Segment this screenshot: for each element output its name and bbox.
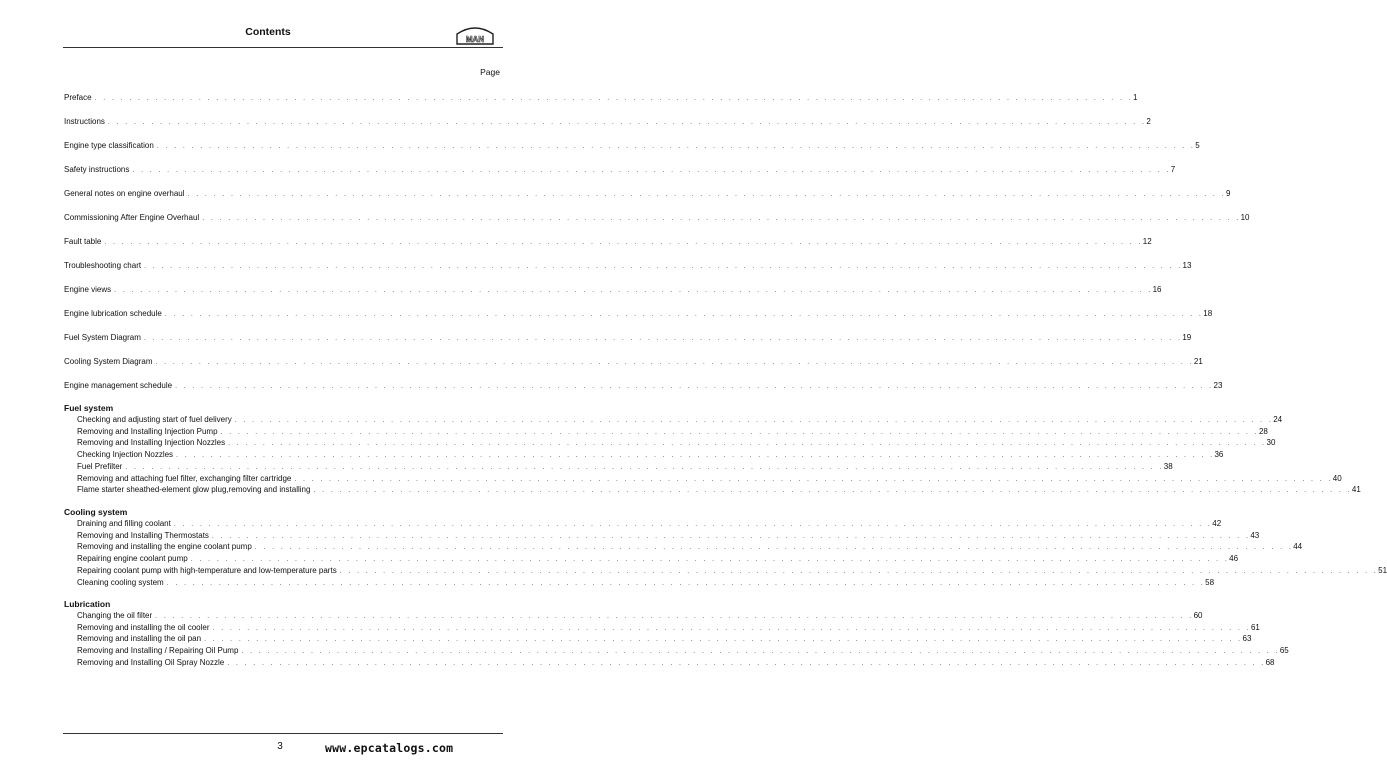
toc-entry-label: Removing and installing the oil pan — [77, 634, 202, 643]
toc-entry-label: Engine views — [64, 285, 112, 294]
toc-entry-label: Engine management schedule — [64, 381, 173, 390]
toc-entry-label: Preface — [64, 93, 92, 102]
toc-entry-page: 13 — [1182, 261, 1192, 270]
dot-leader: . . . . . . . . . . . . . . . . . . . . . . . . . . . . . . . . . . . . . . . . . . . . . . . . . . . . . . . . . . . . . . . . . . . . . . . . . . . . . . . . . . . . . . . . . . . . . . . . . . . . . . . . . . . . . . . . . . . . . . . . — [155, 359, 1194, 366]
toc-subentry[interactable] — [77, 461, 1173, 472]
dot-leader: . . . . . . . . . . . . . . . . . . . . . . . . . . . . . . . . . . . . . . . . . . . . . . . . . . . . . . . . . . . . . . . . . . . . . . . . . . . . . . . . . . . . . . . . . . . . . . . . . . . . . . . . . . . . . . . . . . . . . . . . — [114, 287, 1153, 294]
toc-entry-page: 63 — [1242, 634, 1252, 643]
toc-subentry[interactable] — [77, 518, 1222, 529]
toc-entry-page: 46 — [1229, 554, 1239, 563]
man-logo-icon — [453, 25, 497, 46]
toc-entry-page: 38 — [1163, 462, 1173, 471]
toc-entry-label: Removing and Installing Thermostats — [77, 531, 209, 540]
toc-subentry[interactable] — [77, 484, 1361, 495]
toc-subentry[interactable] — [77, 414, 1283, 425]
dot-leader: . . . . . . . . . . . . . . . . . . . . . . . . . . . . . . . . . . . . . . . . . . . . . . . . . . . . . . . . . . . . . . . . . . . . . . . . . . . . . . . . . . . . . . . . . . . . . . . . . . . . . . . . . . . . . . . . . . . . . . . . — [166, 580, 1206, 587]
dot-leader: . . . . . . . . . . . . . . . . . . . . . . . . . . . . . . . . . . . . . . . . . . . . . . . . . . . . . . . . . . . . . . . . . . . . . . . . . . . . . . . . . . . . . . . . . . . . . . . . . . . . . . . . . . . . . . . . . . . . . . . . — [132, 167, 1171, 174]
dot-leader: . . . . . . . . . . . . . . . . . . . . . . . . . . . . . . . . . . . . . . . . . . . . . . . . . . . . . . . . . . . . . . . . . . . . . . . . . . . . . . . . . . . . . . . . . . . . . . . . . . . . . . . . . . . . . . . . . . . . . . . . — [187, 191, 1226, 198]
toc-entry-label: Repairing engine coolant pump — [77, 554, 188, 563]
toc-entry-page: 10 — [1240, 213, 1250, 222]
toc-entry-label: Removing and Installing Injection Pump — [77, 427, 218, 436]
dot-leader: . . . . . . . . . . . . . . . . . . . . . . . . . . . . . . . . . . . . . . . . . . . . . . . . . . . . . . . . . . . . . . . . . . . . . . . . . . . . . . . . . . . . . . . . . . . . . . . . . . . . . . . . . . . . . . . . . . . . . . . . — [241, 648, 1280, 655]
toc-entry-page: 1 — [1133, 93, 1138, 102]
toc-entry-label: Engine lubrication schedule — [64, 309, 162, 318]
toc-entry-label: Removing and installing the oil cooler — [77, 623, 210, 632]
toc-entry-page: 60 — [1193, 611, 1203, 620]
footer-divider — [63, 733, 503, 734]
dot-leader: . . . . . . . . . . . . . . . . . . . . . . . . . . . . . . . . . . . . . . . . . . . . . . . . . . . . . . . . . . . . . . . . . . . . . . . . . . . . . . . . . . . . . . . . . . . . . . . . . . . . . . . . . . . . . . . . . . . . . . . . — [339, 568, 1379, 575]
toc-entry-page: 44 — [1293, 542, 1303, 551]
toc-subentry[interactable] — [77, 565, 1387, 576]
toc-entry-label: Draining and filling coolant — [77, 519, 171, 528]
toc-entry-page: 40 — [1332, 474, 1342, 483]
toc-entry-page: 61 — [1250, 623, 1260, 632]
toc-entry-page: 23 — [1213, 381, 1223, 390]
dot-leader: . . . . . . . . . . . . . . . . . . . . . . . . . . . . . . . . . . . . . . . . . . . . . . . . . . . . . . . . . . . . . . . . . . . . . . . . . . . . . . . . . . . . . . . . . . . . . . . . . . . . . . . . . . . . . . . . . . . . . . . . — [104, 239, 1143, 246]
toc-entry[interactable] — [64, 140, 1200, 151]
toc-entry-page: 30 — [1266, 438, 1276, 447]
dot-leader: . . . . . . . . . . . . . . . . . . . . . . . . . . . . . . . . . . . . . . . . . . . . . . . . . . . . . . . . . . . . . . . . . . . . . . . . . . . . . . . . . . . . . . . . . . . . . . . . . . . . . . . . . . . . . . . . . . . . . . . . — [156, 143, 1196, 150]
toc-entry-page: 24 — [1273, 415, 1283, 424]
section-heading: Fuel system — [64, 403, 114, 413]
dot-leader: . . . . . . . . . . . . . . . . . . . . . . . . . . . . . . . . . . . . . . . . . . . . . . . . . . . . . . . . . . . . . . . . . . . . . . . . . . . . . . . . . . . . . . . . . . . . . . . . . . . . . . . . . . . . . . . . . . . . . . . . — [173, 521, 1213, 528]
dot-leader: . . . . . . . . . . . . . . . . . . . . . . . . . . . . . . . . . . . . . . . . . . . . . . . . . . . . . . . . . . . . . . . . . . . . . . . . . . . . . . . . . . . . . . . . . . . . . . . . . . . . . . . . . . . . . . . . . . . . . . . . — [204, 636, 1243, 643]
toc-entry-page: 43 — [1250, 531, 1260, 540]
toc-entry-page: 5 — [1195, 141, 1200, 150]
toc-entry-page: 41 — [1351, 485, 1361, 494]
toc-entry-page: 9 — [1225, 189, 1231, 198]
page-title: Contents — [245, 26, 291, 38]
toc-subentry[interactable] — [77, 645, 1289, 656]
section-heading: Cooling system — [64, 507, 128, 517]
dot-leader: . . . . . . . . . . . . . . . . . . . . . . . . . . . . . . . . . . . . . . . . . . . . . . . . . . . . . . . . . . . . . . . . . . . . . . . . . . . . . . . . . . . . . . . . . . . . . . . . . . . . . . . . . . . . . . . . . . . . . . . . — [175, 383, 1214, 390]
toc-entry-label: Fuel Prefilter — [77, 462, 123, 471]
toc-entry-page: 51 — [1378, 566, 1387, 575]
toc-entry-page: 36 — [1214, 450, 1224, 459]
toc-entry-label: Instructions — [64, 117, 105, 126]
toc-subentry[interactable] — [77, 530, 1260, 541]
header-divider — [63, 47, 503, 48]
toc-entry-label: Removing and Installing Oil Spray Nozzle — [77, 658, 225, 667]
dot-leader: . . . . . . . . . . . . . . . . . . . . . . . . . . . . . . . . . . . . . . . . . . . . . . . . . . . . . . . . . . . . . . . . . . . . . . . . . . . . . . . . . . . . . . . . . . . . . . . . . . . . . . . . . . . . . . . . . . . . . . . . — [294, 476, 1333, 483]
toc-entry-label: Fuel System Diagram — [64, 333, 141, 342]
toc-entry-label: Troubleshooting chart — [64, 261, 142, 270]
toc-entry-label: Changing the oil filter — [77, 611, 153, 620]
footer-page-number: 3 — [277, 741, 283, 752]
toc-entry-label: Removing and Installing Injection Nozzles — [77, 438, 226, 447]
toc-entry-label: Repairing coolant pump with high-temperature and low-temperature parts — [77, 566, 337, 575]
dot-leader: . . . . . . . . . . . . . . . . . . . . . . . . . . . . . . . . . . . . . . . . . . . . . . . . . . . . . . . . . . . . . . . . . . . . . . . . . . . . . . . . . . . . . . . . . . . . . . . . . . . . . . . . . . . . . . . . . . . . . . . . — [155, 613, 1194, 620]
toc-subentry[interactable] — [77, 633, 1252, 644]
toc-entry[interactable] — [64, 212, 1250, 223]
dot-leader: . . . . . . . . . . . . . . . . . . . . . . . . . . . . . . . . . . . . . . . . . . . . . . . . . . . . . . . . . . . . . . . . . . . . . . . . . . . . . . . . . . . . . . . . . . . . . . . . . . . . . . . . . . . . . . . . . . . . . . . . — [164, 311, 1204, 318]
dot-leader: . . . . . . . . . . . . . . . . . . . . . . . . . . . . . . . . . . . . . . . . . . . . . . . . . . . . . . . . . . . . . . . . . . . . . . . . . . . . . . . . . . . . . . . . . . . . . . . . . . . . . . . . . . . . . . . . . . . . . . . . — [190, 556, 1230, 563]
toc-entry-page: 28 — [1258, 427, 1268, 436]
toc-subentry[interactable] — [77, 449, 1224, 460]
toc-entry-label: Engine type classification — [64, 141, 154, 150]
toc-entry-page: 58 — [1205, 578, 1215, 587]
toc-subentry[interactable] — [77, 577, 1215, 588]
dot-leader: . . . . . . . . . . . . . . . . . . . . . . . . . . . . . . . . . . . . . . . . . . . . . . . . . . . . . . . . . . . . . . . . . . . . . . . . . . . . . . . . . . . . . . . . . . . . . . . . . . . . . . . . . . . . . . . . . . . . . . . . — [228, 440, 1267, 447]
toc-subentry[interactable] — [77, 541, 1303, 552]
page-column-label: Page — [480, 67, 500, 77]
toc-subentry[interactable] — [77, 437, 1276, 448]
toc-entry-label: Removing and Installing / Repairing Oil Pump — [77, 646, 239, 655]
dot-leader: . . . . . . . . . . . . . . . . . . . . . . . . . . . . . . . . . . . . . . . . . . . . . . . . . . . . . . . . . . . . . . . . . . . . . . . . . . . . . . . . . . . . . . . . . . . . . . . . . . . . . . . . . . . . . . . . . . . . . . . . — [176, 452, 1215, 459]
toc-entry[interactable] — [64, 236, 1152, 247]
dot-leader: . . . . . . . . . . . . . . . . . . . . . . . . . . . . . . . . . . . . . . . . . . . . . . . . . . . . . . . . . . . . . . . . . . . . . . . . . . . . . . . . . . . . . . . . . . . . . . . . . . . . . . . . . . . . . . . . . . . . . . . . — [234, 417, 1274, 424]
toc-entry-label: Removing and attaching fuel filter, exchanging filter cartridge — [77, 474, 292, 483]
dot-leader: . . . . . . . . . . . . . . . . . . . . . . . . . . . . . . . . . . . . . . . . . . . . . . . . . . . . . . . . . . . . . . . . . . . . . . . . . . . . . . . . . . . . . . . . . . . . . . . . . . . . . . . . . . . . . . . . . . . . . . . . — [125, 464, 1164, 471]
dot-leader: . . . . . . . . . . . . . . . . . . . . . . . . . . . . . . . . . . . . . . . . . . . . . . . . . . . . . . . . . . . . . . . . . . . . . . . . . . . . . . . . . . . . . . . . . . . . . . . . . . . . . . . . . . . . . . . . . . . . . . . . — [144, 263, 1183, 270]
dot-leader: . . . . . . . . . . . . . . . . . . . . . . . . . . . . . . . . . . . . . . . . . . . . . . . . . . . . . . . . . . . . . . . . . . . . . . . . . . . . . . . . . . . . . . . . . . . . . . . . . . . . . . . . . . . . . . . . . . . . . . . . — [143, 335, 1183, 342]
toc-subentry[interactable] — [77, 610, 1203, 621]
toc-entry-label: Checking Injection Nozzles — [77, 450, 174, 459]
section-heading: Lubrication — [64, 599, 111, 609]
toc-entry[interactable] — [64, 380, 1223, 391]
dot-leader: . . . . . . . . . . . . . . . . . . . . . . . . . . . . . . . . . . . . . . . . . . . . . . . . . . . . . . . . . . . . . . . . . . . . . . . . . . . . . . . . . . . . . . . . . . . . . . . . . . . . . . . . . . . . . . . . . . . . . . . . — [202, 215, 1241, 222]
toc-entry-page: 19 — [1182, 333, 1192, 342]
dot-leader: . . . . . . . . . . . . . . . . . . . . . . . . . . . . . . . . . . . . . . . . . . . . . . . . . . . . . . . . . . . . . . . . . . . . . . . . . . . . . . . . . . . . . . . . . . . . . . . . . . . . . . . . . . . . . . . . . . . . . . . . — [227, 660, 1266, 667]
toc-entry-label: General notes on engine overhaul — [64, 189, 185, 198]
toc-entry-page: 68 — [1265, 658, 1275, 667]
logo-text: MAN — [465, 35, 485, 44]
toc-entry[interactable] — [64, 260, 1192, 271]
toc-subentry[interactable] — [77, 622, 1260, 633]
toc-entry[interactable] — [64, 356, 1203, 367]
dot-leader: . . . . . . . . . . . . . . . . . . . . . . . . . . . . . . . . . . . . . . . . . . . . . . . . . . . . . . . . . . . . . . . . . . . . . . . . . . . . . . . . . . . . . . . . . . . . . . . . . . . . . . . . . . . . . . . . . . . . . . . . — [313, 487, 1352, 494]
dot-leader: . . . . . . . . . . . . . . . . . . . . . . . . . . . . . . . . . . . . . . . . . . . . . . . . . . . . . . . . . . . . . . . . . . . . . . . . . . . . . . . . . . . . . . . . . . . . . . . . . . . . . . . . . . . . . . . . . . . . . . . . — [212, 625, 1251, 632]
toc-subentry[interactable] — [77, 426, 1268, 437]
toc-entry-label: Removing and installing the engine coolant pump — [77, 542, 252, 551]
toc-entry-page: 21 — [1193, 357, 1203, 366]
toc-entry-page: 42 — [1212, 519, 1222, 528]
toc-entry-label: Cooling System Diagram — [64, 357, 153, 366]
toc-entry[interactable] — [64, 116, 1151, 127]
toc-entry-page: 16 — [1152, 285, 1162, 294]
dot-leader: . . . . . . . . . . . . . . . . . . . . . . . . . . . . . . . . . . . . . . . . . . . . . . . . . . . . . . . . . . . . . . . . . . . . . . . . . . . . . . . . . . . . . . . . . . . . . . . . . . . . . . . . . . . . . . . . . . . . . . . . — [220, 429, 1259, 436]
toc-entry[interactable] — [64, 332, 1192, 343]
toc-entry-page: 12 — [1142, 237, 1152, 246]
toc-subentry[interactable] — [77, 473, 1342, 484]
toc-entry[interactable] — [64, 92, 1138, 103]
dot-leader: . . . . . . . . . . . . . . . . . . . . . . . . . . . . . . . . . . . . . . . . . . . . . . . . . . . . . . . . . . . . . . . . . . . . . . . . . . . . . . . . . . . . . . . . . . . . . . . . . . . . . . . . . . . . . . . . . . . . . . . . — [211, 533, 1251, 540]
toc-entry-label: Flame starter sheathed-element glow plug,removing and installing — [77, 485, 311, 494]
toc-entry[interactable] — [64, 188, 1231, 199]
toc-entry[interactable] — [64, 164, 1176, 175]
dot-leader: . . . . . . . . . . . . . . . . . . . . . . . . . . . . . . . . . . . . . . . . . . . . . . . . . . . . . . . . . . . . . . . . . . . . . . . . . . . . . . . . . . . . . . . . . . . . . . . . . . . . . . . . . . . . . . . . . . . . . . . . — [107, 119, 1147, 126]
toc-entry-label: Safety instructions — [64, 165, 130, 174]
toc-entry-label: Checking and adjusting start of fuel delivery — [77, 415, 232, 424]
toc-subentry[interactable] — [77, 553, 1239, 564]
toc-entry-label: Cleaning cooling system — [77, 578, 164, 587]
toc-subentry[interactable] — [77, 657, 1275, 668]
toc-entry-label: Commissioning After Engine Overhaul — [64, 213, 200, 222]
toc-entry-page: 65 — [1279, 646, 1289, 655]
watermark-url: www.epcatalogs.com — [325, 741, 454, 755]
toc-entry-page: 18 — [1203, 309, 1213, 318]
dot-leader: . . . . . . . . . . . . . . . . . . . . . . . . . . . . . . . . . . . . . . . . . . . . . . . . . . . . . . . . . . . . . . . . . . . . . . . . . . . . . . . . . . . . . . . . . . . . . . . . . . . . . . . . . . . . . . . . . . . . . . . . — [94, 95, 1133, 102]
toc-entry-page: 2 — [1146, 117, 1151, 126]
toc-entry[interactable] — [64, 308, 1213, 319]
toc-entry-page: 7 — [1170, 165, 1176, 174]
dot-leader: . . . . . . . . . . . . . . . . . . . . . . . . . . . . . . . . . . . . . . . . . . . . . . . . . . . . . . . . . . . . . . . . . . . . . . . . . . . . . . . . . . . . . . . . . . . . . . . . . . . . . . . . . . . . . . . . . . . . . . . . — [254, 544, 1294, 551]
toc-entry-label: Fault table — [64, 237, 102, 246]
toc-entry[interactable] — [64, 284, 1162, 295]
